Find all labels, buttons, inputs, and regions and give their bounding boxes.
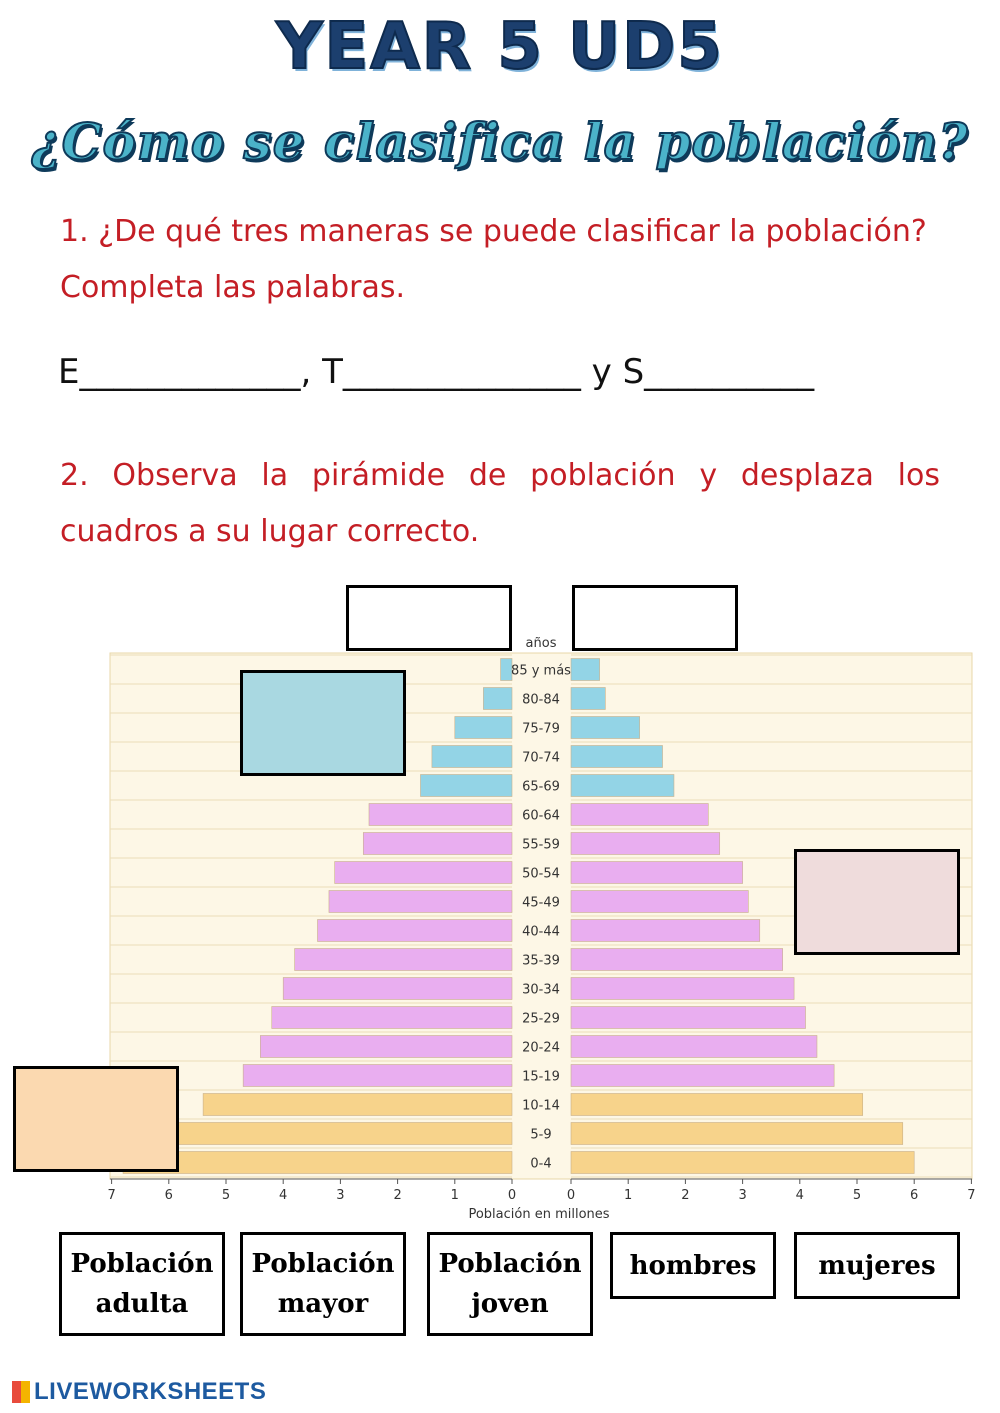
- tick-label: 3: [336, 1188, 345, 1203]
- age-label: 65-69: [522, 779, 560, 795]
- bar-right-40-44: [571, 920, 760, 942]
- bar-right-10-14: [571, 1094, 863, 1116]
- page-title: YEAR 5 UD5: [276, 10, 724, 84]
- logo-text: LIVEWORKSHEETS: [34, 1378, 267, 1405]
- age-label: 45-49: [522, 895, 560, 911]
- tick-label: 4: [279, 1188, 288, 1203]
- tick-label: 6: [910, 1188, 919, 1203]
- tick-label: 7: [967, 1188, 976, 1203]
- logo-icon: [12, 1381, 30, 1403]
- bar-left-0-4: [123, 1152, 512, 1174]
- tick-label: 0: [507, 1188, 517, 1203]
- y-axis-label: años: [525, 636, 557, 651]
- tick-label: 4: [795, 1188, 804, 1203]
- bar-left-30-34: [283, 978, 512, 1000]
- liveworksheets-logo: [12, 1378, 266, 1406]
- bar-right-25-29: [571, 1007, 806, 1029]
- bar-right-50-54: [571, 862, 743, 884]
- age-label: 10-14: [522, 1098, 560, 1114]
- tick-label: 1: [624, 1188, 633, 1203]
- age-label: 0-4: [530, 1156, 552, 1172]
- drop-target-mujeres[interactable]: [572, 585, 738, 651]
- bar-left-5-9: [140, 1123, 512, 1145]
- age-label: 60-64: [522, 808, 560, 824]
- tick-label: 6: [164, 1188, 173, 1203]
- bar-right-60-64: [571, 804, 708, 826]
- card-hombres[interactable]: hombres: [610, 1232, 776, 1299]
- tick-label: 7: [107, 1188, 116, 1203]
- drop-target-poblacion-joven[interactable]: [13, 1066, 179, 1172]
- age-label: 25-29: [522, 1011, 560, 1027]
- bar-right-80-84: [571, 688, 605, 710]
- age-label: 5-9: [530, 1127, 552, 1143]
- bar-right-20-24: [571, 1036, 817, 1058]
- age-label: 20-24: [522, 1040, 560, 1056]
- tick-label: 2: [393, 1188, 402, 1203]
- bar-left-20-24: [260, 1036, 512, 1058]
- question-1-text: 1. ¿De qué tres maneras se puede clasificar la población? Completa las palabras.: [60, 214, 927, 305]
- age-label: 55-59: [522, 837, 560, 853]
- bar-left-10-14: [203, 1094, 512, 1116]
- bar-left-55-59: [363, 833, 512, 855]
- tick-label: 2: [681, 1188, 690, 1203]
- tick-label: 5: [221, 1188, 231, 1203]
- bar-right-55-59: [571, 833, 720, 855]
- age-label: 50-54: [522, 866, 560, 882]
- bar-left-15-19: [243, 1065, 512, 1087]
- card-poblacion-mayor[interactable]: Población mayor: [240, 1232, 406, 1336]
- bar-left-50-54: [335, 862, 512, 884]
- bar-right-35-39: [571, 949, 783, 971]
- drop-target-poblacion-mayor[interactable]: [240, 670, 406, 776]
- bar-right-70-74: [571, 746, 663, 768]
- age-label: 35-39: [522, 953, 560, 969]
- age-label: 30-34: [522, 982, 560, 998]
- tick-label: 5: [852, 1188, 862, 1203]
- bar-left-80-84: [483, 688, 512, 710]
- bar-left-35-39: [295, 949, 512, 971]
- age-label: 75-79: [522, 721, 560, 737]
- tick-label: 3: [738, 1188, 747, 1203]
- age-label: 70-74: [522, 750, 560, 766]
- bar-left-25-29: [272, 1007, 512, 1029]
- question-2-text: 2. Observa la pirámide de población y desplaza los cuadros a su lugar correcto.: [60, 458, 940, 549]
- bar-right-15-19: [571, 1065, 834, 1087]
- bar-left-75-79: [455, 717, 512, 739]
- card-poblacion-adulta[interactable]: Población adulta: [59, 1232, 225, 1336]
- bar-left-70-74: [432, 746, 512, 768]
- x-axis-label: Población en millones: [468, 1207, 610, 1220]
- age-label: 80-84: [522, 692, 560, 708]
- tick-label: 1: [450, 1188, 459, 1203]
- bar-right-85 y más: [571, 659, 600, 681]
- drop-target-poblacion-adulta[interactable]: [794, 849, 960, 955]
- bar-right-5-9: [571, 1123, 903, 1145]
- bar-left-45-49: [329, 891, 512, 913]
- drop-target-hombres[interactable]: [346, 585, 512, 651]
- page-subtitle: ¿Cómo se clasifica la población?: [31, 112, 969, 171]
- bar-right-75-79: [571, 717, 640, 739]
- bar-right-65-69: [571, 775, 674, 797]
- card-poblacion-joven[interactable]: Población joven: [427, 1232, 593, 1336]
- bar-left-65-69: [420, 775, 512, 797]
- bar-left-60-64: [369, 804, 512, 826]
- age-label: 85 y más: [511, 663, 571, 679]
- bar-right-0-4: [571, 1152, 914, 1174]
- age-label: 15-19: [522, 1069, 560, 1085]
- tick-label: 0: [566, 1188, 576, 1203]
- question-1-blanks[interactable]: E_____________, T______________ y S__________: [58, 352, 815, 392]
- card-mujeres[interactable]: mujeres: [794, 1232, 960, 1299]
- age-label: 40-44: [522, 924, 560, 940]
- bar-left-40-44: [318, 920, 512, 942]
- bar-right-45-49: [571, 891, 748, 913]
- bar-right-30-34: [571, 978, 794, 1000]
